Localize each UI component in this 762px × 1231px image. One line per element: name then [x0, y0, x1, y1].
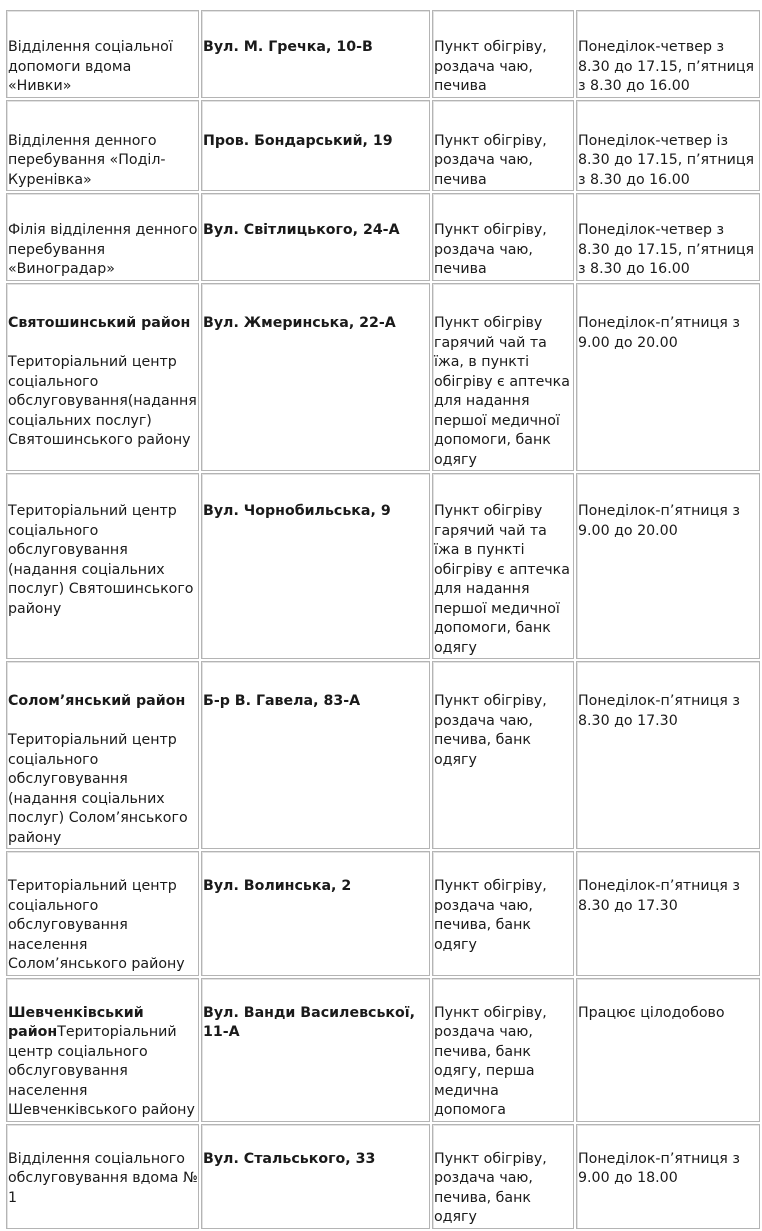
services-cell — [432, 100, 574, 192]
table-row — [6, 978, 760, 1122]
services-cell — [432, 1124, 574, 1229]
facility-name: Територіальний центр соціального обслуговування населення Солом’янського району — [8, 878, 185, 972]
district-heading: Шевченківський район — [8, 1004, 144, 1040]
district-heading: Солом’янський район — [8, 693, 186, 709]
services-cell — [432, 283, 574, 471]
services: Пункт обігріву гарячий чай та їжа, в пункті обігріву є аптечка для надання першої медичної допомоги, банк одягу — [434, 315, 570, 468]
address: Вул. М. Гречка, 10-В — [203, 39, 373, 55]
schedule: Працює цілодобово — [578, 1004, 725, 1021]
table-row — [6, 283, 760, 471]
schedule: Понеділок-четвер із 8.30 до 17.15, п’ятниця з 8.30 до 16.00 — [578, 132, 755, 188]
name-cell — [6, 851, 199, 976]
schedule-cell — [576, 283, 760, 471]
address-cell — [201, 661, 430, 849]
address-cell — [201, 851, 430, 976]
facility-name: Територіальний центр соціального обслуговування (надання соціальних послуг) Солом’янського району — [8, 732, 188, 846]
schedule: Понеділок-п’ятниця з 9.00 до 20.00 — [578, 503, 740, 539]
table-row — [6, 100, 760, 192]
facility-name: Відділення денного перебування «Поділ-Куренівка» — [8, 132, 166, 188]
schedule: Понеділок-п’ятниця з 9.00 до 20.00 — [578, 315, 740, 351]
schedule-cell — [576, 1124, 760, 1229]
address: Вул. Волинська, 2 — [203, 878, 352, 894]
address-cell — [201, 193, 430, 281]
table-row — [6, 10, 760, 98]
services: Пункт обігріву, роздача чаю, печива, банк одягу — [434, 693, 547, 768]
address-cell — [201, 100, 430, 192]
address: Вул. Ванди Василевської, 11-А — [203, 1004, 416, 1040]
services: Пункт обігріву, роздача чаю, печива, банк одягу — [434, 1150, 547, 1225]
schedule: Понеділок-п’ятниця з 8.30 до 17.30 — [578, 878, 740, 914]
table-row — [6, 1124, 760, 1229]
services-cell — [432, 661, 574, 849]
address: Вул. Стальського, 33 — [203, 1150, 376, 1167]
services: Пункт обігріву, роздача чаю, печива — [434, 222, 547, 277]
address-cell — [201, 978, 430, 1122]
district-heading: Святошинський район — [8, 315, 191, 331]
services-cell — [432, 978, 574, 1122]
services-cell — [432, 193, 574, 281]
schedule-cell — [576, 978, 760, 1122]
services: Пункт обігріву гарячий чай та їжа в пункті обігріву є аптечка для надання першої медичної допомоги, банк одягу — [434, 503, 570, 656]
address: Пров. Бондарський, 19 — [203, 132, 393, 149]
facility-name: Відділення соціального обслуговування вдома № 1 — [8, 1150, 198, 1206]
address: Вул. Чорнобильська, 9 — [203, 503, 391, 519]
schedule: Понеділок-п’ятниця з 9.00 до 18.00 — [578, 1150, 740, 1186]
services: Пункт обігріву, роздача чаю, печива — [434, 132, 547, 188]
table-row — [6, 193, 760, 281]
address-cell — [201, 283, 430, 471]
name-cell — [6, 473, 199, 659]
services: Пункт обігріву, роздача чаю, печива — [434, 39, 547, 94]
schedule-cell — [576, 193, 760, 281]
table-row — [6, 851, 760, 976]
address: Б-р В. Гавела, 83-А — [203, 693, 361, 709]
schedule: Понеділок-п’ятниця з 8.30 до 17.30 — [578, 693, 740, 729]
address-cell — [201, 1124, 430, 1229]
address: Вул. Світлицького, 24-А — [203, 222, 400, 238]
name-cell — [6, 978, 199, 1122]
services-cell — [432, 473, 574, 659]
facility-name: Територіальний центр соціального обслуговування (надання соціальних послуг) Святошинського району — [8, 503, 194, 617]
facility-name: Територіальний центр соціального обслуговування населення Шевченківського району — [8, 1024, 195, 1118]
table-row — [6, 473, 760, 659]
schedule: Понеділок-четвер з 8.30 до 17.15, п’ятниця з 8.30 до 16.00 — [578, 39, 755, 94]
name-cell — [6, 283, 199, 471]
facility-name: Територіальний центр соціального обслуговування(надання соціальних послуг) Святошинського району — [8, 354, 197, 448]
address-cell — [201, 10, 430, 98]
services-cell — [432, 851, 574, 976]
name-cell — [6, 193, 199, 281]
schedule-cell — [576, 851, 760, 976]
name-cell — [6, 10, 199, 98]
schedule-cell — [576, 661, 760, 849]
schedule-cell — [576, 100, 760, 192]
schedule-cell — [576, 473, 760, 659]
address-cell — [201, 473, 430, 659]
name-cell — [6, 1124, 199, 1229]
facility-name: Філія відділення денного перебування «Виноградар» — [8, 222, 198, 277]
heating-points-table — [4, 8, 762, 1231]
schedule-cell — [576, 10, 760, 98]
services-cell — [432, 10, 574, 98]
name-cell — [6, 661, 199, 849]
services: Пункт обігріву, роздача чаю, печива, банк одягу — [434, 878, 547, 953]
address: Вул. Жмеринська, 22-А — [203, 315, 396, 331]
schedule: Понеділок-четвер з 8.30 до 17.15, п’ятниця з 8.30 до 16.00 — [578, 222, 755, 277]
table-row — [6, 661, 760, 849]
services: Пункт обігріву, роздача чаю, печива, банк одягу, перша медична допомога — [434, 1004, 547, 1118]
name-cell — [6, 100, 199, 192]
facility-name: Відділення соціальної допомоги вдома «Нивки» — [8, 39, 173, 94]
